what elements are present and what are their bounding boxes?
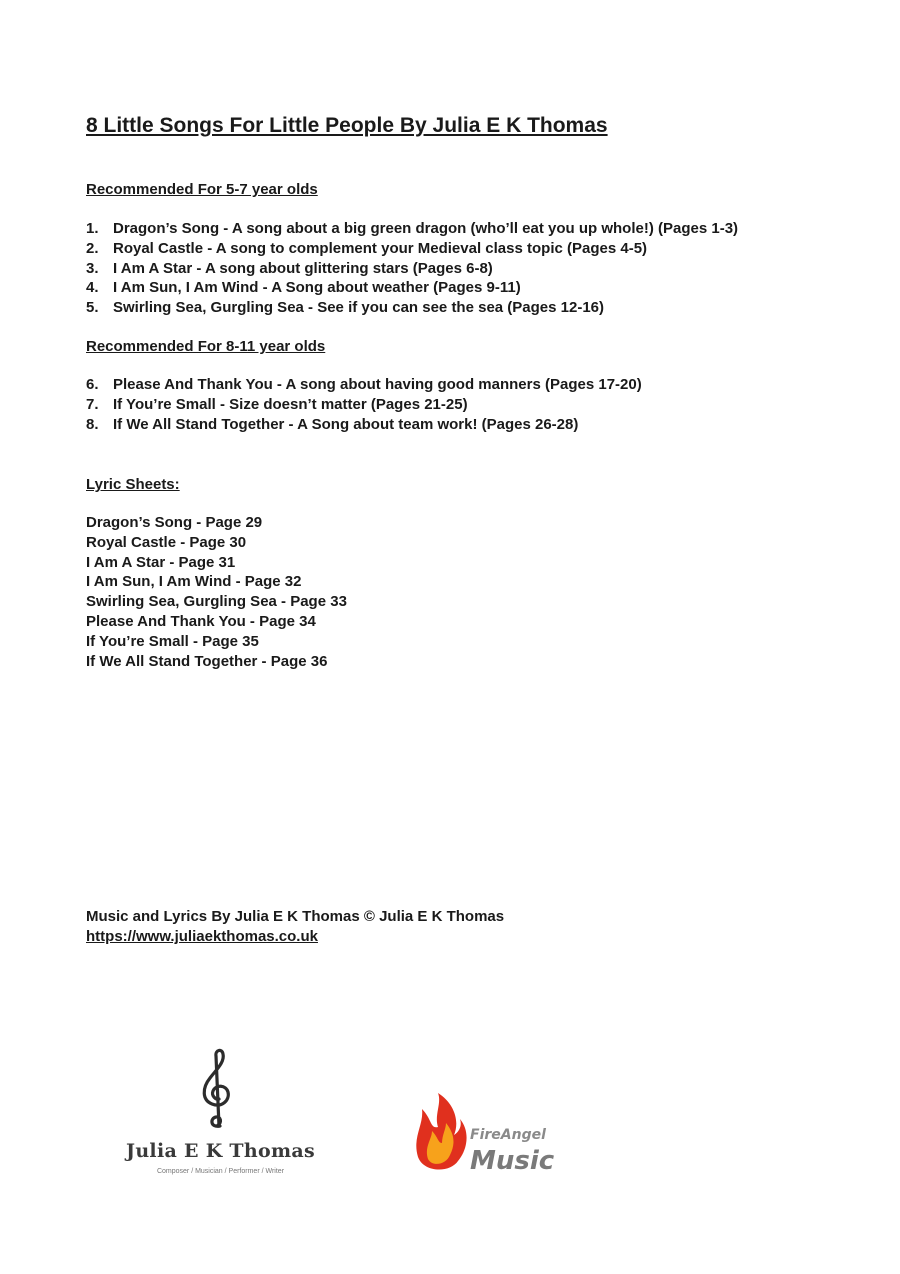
lyric-sheets-list <box>86 513 347 671</box>
item-text: I Am A Star - A song about glittering stars (Pages 6-8) <box>113 259 493 277</box>
list-item <box>86 298 738 318</box>
item-number: 4. <box>86 279 99 297</box>
list-item: Swirling Sea, Gurgling Sea - Page 33 <box>86 593 347 611</box>
list-item <box>86 259 738 279</box>
item-text: If We All Stand Together - A Song about team work! (Pages 26-28) <box>113 415 579 433</box>
item-number: 7. <box>86 395 99 413</box>
document-title: 8 Little Songs For Little People By Julia E K Thomas <box>86 114 608 137</box>
list-item <box>86 278 738 298</box>
item-text: Please And Thank You - A song about having good manners (Pages 17-20) <box>113 376 642 393</box>
section-heading-5-7: Recommended For 5-7 year olds <box>86 181 318 198</box>
fireangel-music-logo <box>410 1085 580 1185</box>
logo-fireangel-text: FireAngel <box>470 1127 546 1143</box>
logo-name: Julia E K Thomas <box>126 1140 315 1162</box>
list-item: I Am A Star - Page 31 <box>86 553 236 571</box>
item-number: 8. <box>86 415 99 433</box>
item-text: I Am Sun, I Am Wind - A Song about weather (Pages 9-11) <box>113 279 521 297</box>
list-item <box>86 395 642 415</box>
song-list-8-11 <box>86 375 642 434</box>
logo-tagline: Composer / Musician / Performer / Writer <box>156 1168 285 1175</box>
list-item: I Am Sun, I Am Wind - Page 32 <box>86 573 302 591</box>
item-text: Swirling Sea, Gurgling Sea - See if you can see the sea (Pages 12-16) <box>113 299 605 317</box>
item-number: 3. <box>86 259 99 277</box>
item-text: If You’re Small - Size doesn’t matter (Pages 21-25) <box>113 395 468 413</box>
item-number: 5. <box>86 299 99 317</box>
copyright-line: Music and Lyrics By Julia E K Thomas © Julia E K Thomas <box>86 908 505 925</box>
list-item: If You’re Small - Page 35 <box>86 632 259 650</box>
lyric-sheets-heading: Lyric Sheets: <box>86 476 180 493</box>
list-item <box>86 219 738 239</box>
list-item: If We All Stand Together - Page 36 <box>86 652 328 670</box>
item-number: 2. <box>86 239 99 257</box>
list-item <box>86 375 642 395</box>
song-list-5-7 <box>86 219 738 318</box>
list-item <box>86 239 738 259</box>
list-item: Dragon’s Song - Page 29 <box>86 514 263 531</box>
website-link[interactable]: https://www.juliaekthomas.co.uk <box>86 928 318 945</box>
item-text: Dragon’s Song - A song about a big green dragon (who’ll eat you up whole!) (Pages 1-3) <box>113 220 739 237</box>
list-item <box>86 415 642 435</box>
item-text: Royal Castle - A song to complement your Medieval class topic (Pages 4-5) <box>113 239 648 257</box>
flame-icon <box>410 1085 580 1185</box>
section-heading-8-11: Recommended For 8-11 year olds <box>86 338 326 355</box>
list-item: Royal Castle - Page 30 <box>86 533 247 551</box>
logo-music-text: Music <box>470 1146 555 1176</box>
credits <box>86 907 504 947</box>
julia-ek-thomas-logo <box>118 1048 323 1188</box>
item-number: 6. <box>86 376 99 393</box>
item-number: 1. <box>86 220 99 237</box>
treble-clef-icon <box>196 1048 240 1130</box>
list-item: Please And Thank You - Page 34 <box>86 612 316 630</box>
